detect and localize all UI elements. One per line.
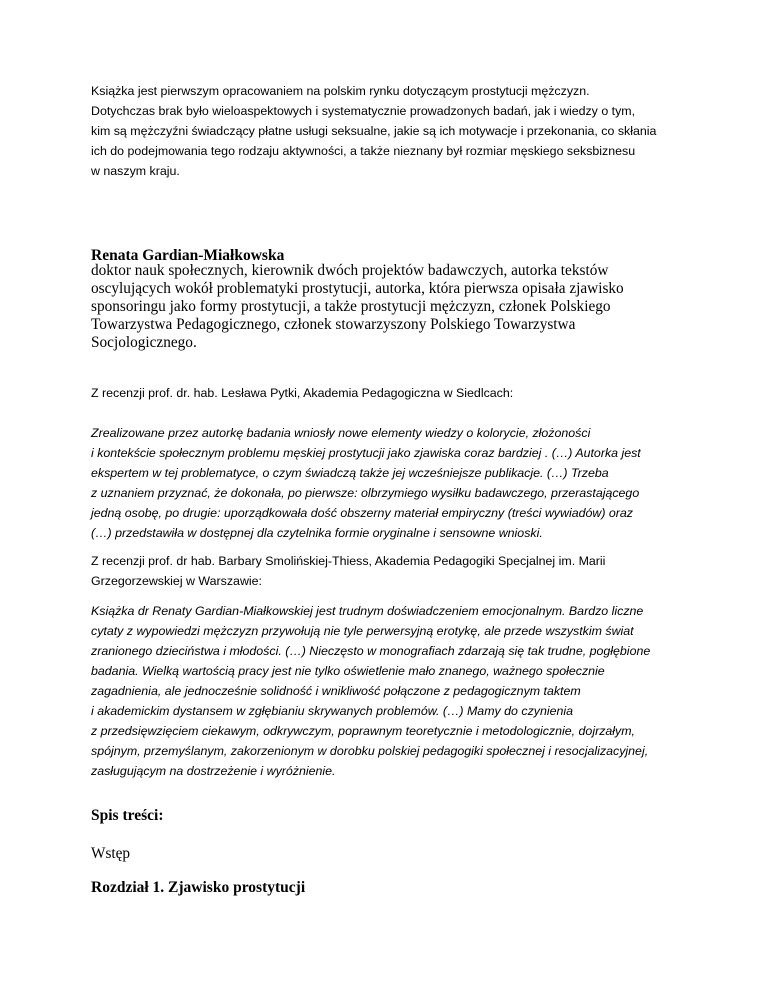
text-line: i kontekście społecznym problemu męskiej prostytucji jako zjawiska coraz bardziej . (…) Autorka jest: [91, 446, 641, 460]
toc-item-chapter-1: Rozdział 1. Zjawisko prostytucji: [91, 879, 306, 896]
text-line: badania. Wielką wartością pracy jest nie tylko oświetlenie mało znanego, ważnego społecznie: [91, 664, 605, 678]
text-line: jedną osobę, po drugie: uporządkowała dość obszerny materiał empiryczny (treści wywiadów) oraz: [91, 506, 633, 520]
text-line: zasługującym na dostrzeżenie i wyróżnienie.: [91, 764, 336, 778]
text-line: (…) przedstawiła w dostępnej dla czytelnika formie oryginalne i sensowne wnioski.: [91, 526, 543, 540]
review1-quote: [91, 423, 691, 543]
toc-title: Spis treści:: [91, 807, 164, 824]
text-line: z przedsięwzięciem ciekawym, odkrywczym, poprawnym teoretycznie i metodologicznie, dojrzałym,: [91, 724, 635, 738]
text-line: Z recenzji prof. dr hab. Barbary Smolińskiej-Thiess, Akademia Pedagogiki Specjalnej im. Marii: [91, 554, 606, 568]
text-line: Grzegorzewskiej w Warszawie:: [91, 574, 262, 588]
text-line: sponsoringu jako formy prostytucji, a także prostytucji mężczyzn, członek Polskiego: [91, 298, 611, 315]
toc-item-intro: Wstęp: [91, 845, 131, 862]
text-line: Socjologicznego.: [91, 334, 197, 351]
author-bio: [91, 262, 691, 352]
text-line: cytaty z wypowiedzi mężczyzn przywołują nie tyle perwersyjną erotykę, ale przede wszystkim świat: [91, 624, 634, 638]
text-line: Książka dr Renaty Gardian-Miałkowskiej jest trudnym doświadczeniem emocjonalnym. Bardzo liczne: [91, 604, 644, 618]
text-line: i akademickim dystansem w zgłębianiu skrywanych problemów. (…) Mamy do czynienia: [91, 704, 574, 718]
review2-quote: [91, 601, 691, 781]
text-line: w naszym kraju.: [91, 164, 180, 178]
text-line: oscylujących wokół problematyki prostytucji, autorka, która pierwsza opisała zjawisko: [91, 280, 624, 297]
text-line: z uznaniem przyznać, że dokonała, po pierwsze: olbrzymiego wysiłku badawczego, przerastającego: [91, 486, 640, 500]
text-line: zagadnienia, ale jednocześnie solidność i wnikliwość połączone z pedagogicznym taktem: [91, 684, 581, 698]
text-line: Książka jest pierwszym opracowaniem na polskim rynku dotyczącym prostytucji mężczyzn.: [91, 84, 590, 98]
review2-heading: [91, 551, 691, 591]
author-name: Renata Gardian-Miałkowska: [91, 247, 285, 264]
text-line: ich do podejmowania tego rodzaju aktywności, a także nieznany był rozmiar męskiego seksbiznesu: [91, 144, 636, 158]
text-line: ekspertem w tej problematyce, o czym świadczą także jej wcześniejsze publikacje. (…) Trzeba: [91, 466, 609, 480]
text-line: doktor nauk społecznych, kierownik dwóch projektów badawczych, autorka tekstów: [91, 262, 609, 279]
text-line: kim są mężczyźni świadczący płatne usługi seksualne, jakie są ich motywacje i przekonania, co skłania: [91, 124, 657, 138]
text-line: spójnym, przemyślanym, zakorzenionym w dorobku polskiej pedagogiki społecznej i resocjalizacyjnej,: [91, 744, 649, 758]
intro-paragraph: [91, 81, 691, 181]
text-line: Zrealizowane przez autorkę badania wniosły nowe elementy wiedzy o kolorycie, złożoności: [91, 426, 591, 440]
review1-heading: Z recenzji prof. dr. hab. Lesława Pytki, Akademia Pedagogiczna w Siedlcach:: [91, 386, 514, 400]
text-line: zranionego dzieciństwa i młodości. (…) Nieczęsto w monografiach zdarzają się tak trudne, pogłębione: [91, 644, 651, 658]
text-line: Dotychczas brak było wieloaspektowych i systematycznie prowadzonych badań, jak i wiedzy o tym,: [91, 104, 636, 118]
text-line: Towarzystwa Pedagogicznego, członek stowarzyszony Polskiego Towarzystwa: [91, 316, 576, 333]
